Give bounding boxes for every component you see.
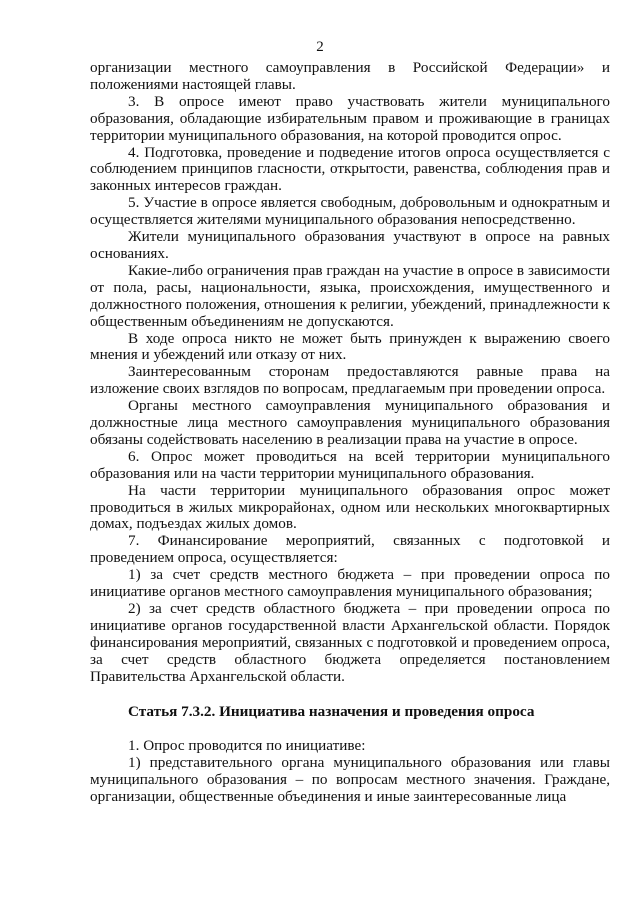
paragraph-interested-parties: Заинтересованным сторонам предоставляются равные права на изложение своих взглядов по вопросам, предлагаемым при проведении опроса.	[90, 363, 610, 398]
paragraph-restrictions: Какие-либо ограничения прав граждан на участие в опросе в зависимости от пола, расы, национальности, языка, происхождения, имущественного и должностного положения, отношения к религии, убеждений, принадлежности к общественным объединениям не допускаются.	[90, 261, 610, 330]
paragraph-item-3: 3. В опросе имеют право участвовать жители муниципального образования, обладающие избирательным правом и проживающие в границах территории муниципального образования, на которой проводится опрос.	[90, 92, 610, 144]
page-number: 2	[316, 39, 324, 55]
paragraph-no-coercion: В ходе опроса никто не может быть принужден к выражению своего мнения и убеждений или отказу от них.	[90, 329, 610, 364]
paragraph-item-7: 7. Финансирование мероприятий, связанных с подготовкой и проведением опроса, осуществляется:	[90, 532, 610, 567]
article-heading: Статья 7.3.2. Инициатива назначения и проведения опроса	[128, 702, 535, 720]
article-paragraph-1: 1. Опрос проводится по инициативе:	[128, 737, 366, 755]
paragraph-authorities: Органы местного самоуправления муниципального образования и должностные лица местного самоуправления муниципального образования обязаны содействовать населению в реализации права на участие в опросе.	[90, 397, 610, 448]
paragraph-regional-budget: 2) за счет средств областного бюджета – при проведении опроса по инициативе органов государственной власти Архангельской области. Порядок финансирования мероприятий, связанных с подготовкой и проведением опроса, за счет средств областного бюджета определяется постановлением Правительства Архангельской области.	[90, 600, 610, 685]
paragraph-equal-basis: Жители муниципального образования участвуют в опросе на равных основаниях.	[90, 228, 610, 262]
document-body	[90, 60, 610, 806]
article-paragraph-2: 1) представительного органа муниципального образования или главы муниципального образования – по вопросам местного значения. Граждане, организации, общественные объединения и иные заинтересованные лица	[90, 754, 610, 806]
paragraph-continuation: организации местного самоуправления в Российской Федерации» и положениями настоящей главы.	[90, 59, 610, 93]
paragraph-item-6: 6. Опрос может проводиться на всей территории муниципального образования или на части территории муниципального образования.	[90, 447, 610, 482]
paragraph-item-5: 5. Участие в опросе является свободным, добровольным и однократным и осуществляется жителями муниципального образования непосредственно.	[90, 194, 610, 229]
paragraph-local-budget: 1) за счет средств местного бюджета – при проведении опроса по инициативе органов местного самоуправления муниципального образования;	[90, 566, 610, 601]
paragraph-part-territory: На части территории муниципального образования опрос может проводиться в жилых микрорайонах, одном или нескольких многоквартирных домах, подъездах жилых домов.	[90, 481, 610, 533]
paragraph-item-4: 4. Подготовка, проведение и подведение итогов опроса осуществляется с соблюдением принципов гласности, открытости, равенства, соблюдения прав и законных интересов граждан.	[90, 143, 610, 195]
